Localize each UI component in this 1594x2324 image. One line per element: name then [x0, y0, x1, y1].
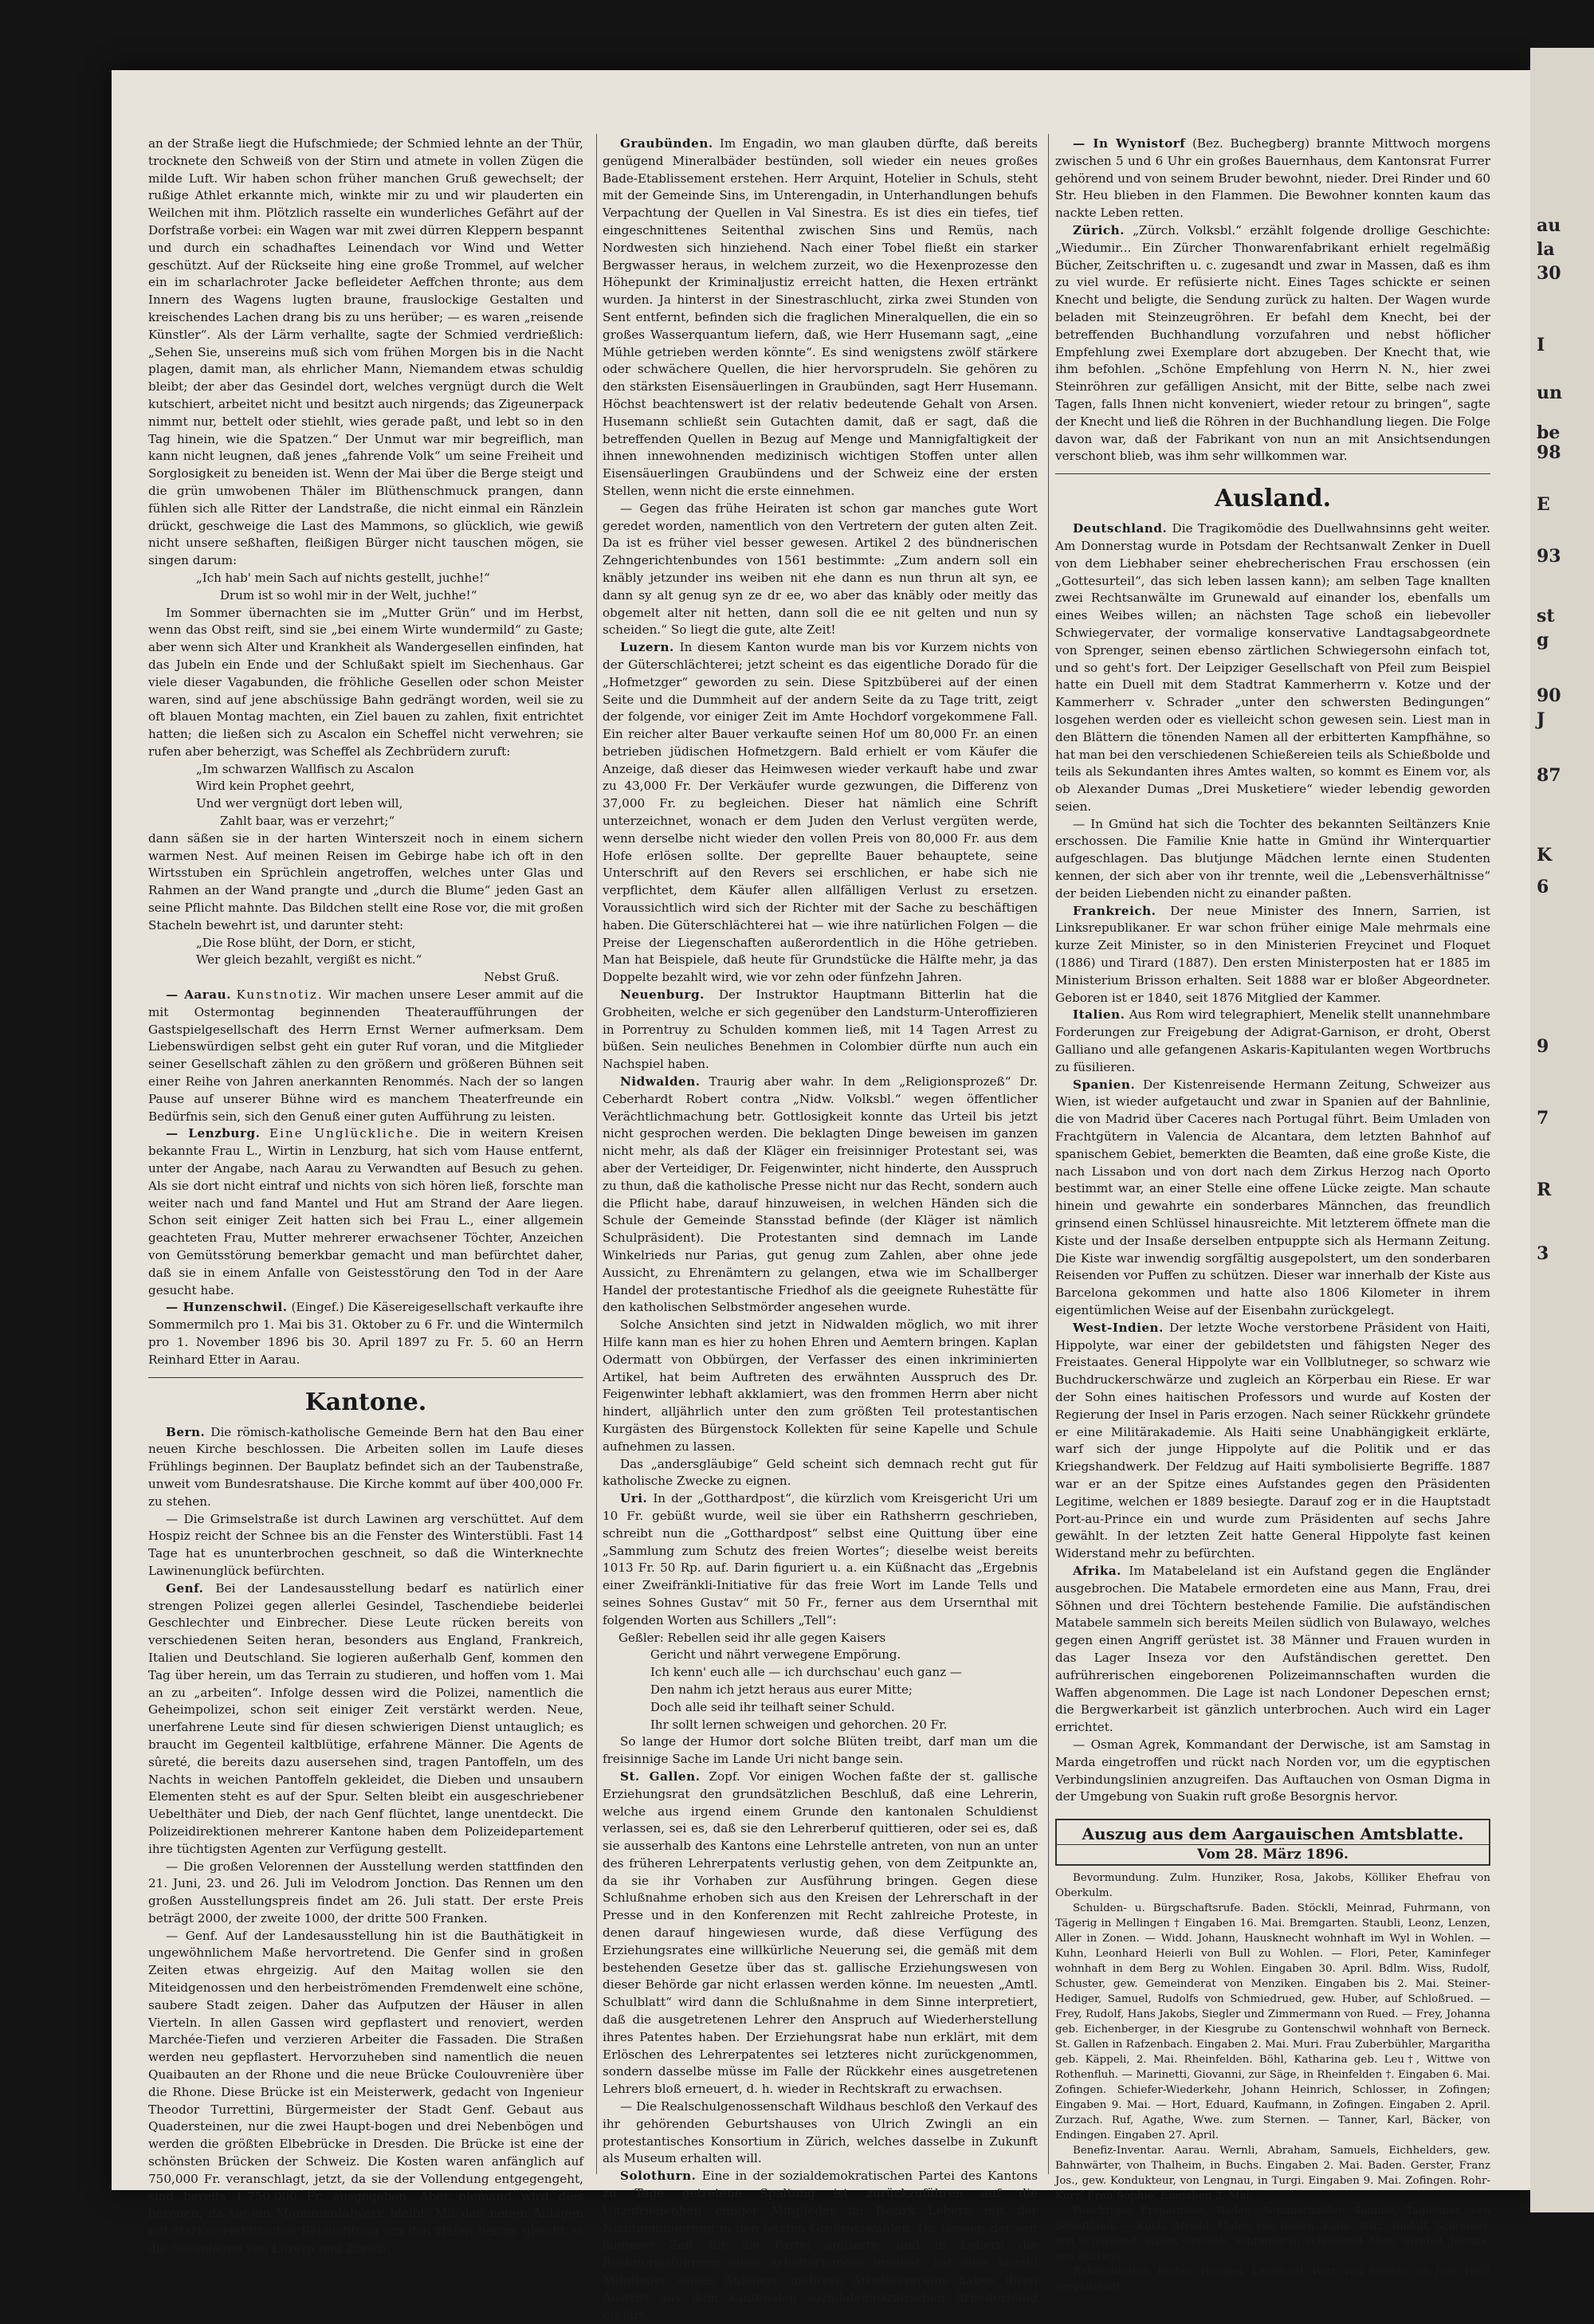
item-text: Die römisch-katholische Gemeinde Bern hat den Bau einer neuen Kirche beschlossen. Die Arbeiten sollen im Laufe dieses Frühlings beginnen. Der Bauplatz befindet sich an der Taubenstraße, unweit vom Bundesratshause. Die Kirche kommt auf über 400,000 Fr. zu stehen.: [148, 1424, 583, 1509]
news-item-genf-bau: — Genf. Auf der Landesausstellung hin ist die Bauthätigkeit in ungewöhnlichem Maße hervortretend. Die Genfer sind in großen Zeiten etwas ehrgeizig. Auf den Maitag wollen sie den Miteidgenossen und den herbeiströmenden Fremdenwelt eine schöne, saubere Stadt zeigen. Daher das Aufputzen der Häuser in allen Vierteln. In allen Gassen wird gepflastert und renoviert, werden Marchée-Tiefen und verzieren Arbeiter die Fassaden. Die Straßen werden neu gepflastert. Hervorzuheben sind namentlich die neuen Quaibauten an der Rhone und die neue Brücke Coulouvrenière über die Rhone. Diese Brücke ist ein Meisterwerk, gedacht von Ingenieur Theodor Turrettini, Bürgermeister der Stadt Genf. Gebaut aus Quadersteinen, nur die zwei Haupt-bogen und drei Nebenbögen und werden die größten Elbebrücke in Dresden. Die Brücke ist eine der schönsten Brücken der Schweiz. Die Kosten waren anfänglich auf 750,000 Fr. veranschlagt, jetzt, da sie der Vollendung entgegengeht, sind bereits 1,750,000 Fr. ausgegeben. Aber niemand wird dies bereuen, da sie ein Monumentalwerk bleibt. Mit den neuen Anlagen mit starker elektrischer Beleuchtung um den Hafen herum gleicht es die Seeanlagen von Luzern und Zürich.: [148, 1928, 583, 2256]
item-text: Die Tragikomödie des Duellwahnsinns geht weiter. Am Donnerstag wurde in Potsdam der Rechtsanwalt Zenker in Duell von dem Liebhaber seiner ehebrecherischen Frau erschossen (ein „Gottesurteil“, das sich leben lassen kann); am selben Tage knallten zwei Rechtsanwälte im Grunewald auf einander los, ebenfalls um eines Weibes willen; an nächsten Tage schoß ein liebevoller Schwiegervater, der vormalige konservative Landtagsabgeordnete von Sprenger, seinen ebenso zärtlichen Schwiegersohn einfach tot, und so geht's fort. Der Leipziger Gesellschaft von Pfeil zum Beispiel hatte ein Duell mit dem Stadtrat Kammerherrn v. Kotze und der Kammerherr v. Schrader „unter den schwersten Bedingungen“ losgehen werden oder es vielleicht schon gewesen sein. Liest man in den Blättern die tönenden Namen all der erbitterten Kampfhähne, so hat man bei den verschiedenen Schießereien teils als Schießbolde und teils als Sekundanten ihres Amtes walten, so kommt es Einem vor, als ob Alexander Dumas „Drei Musketiere“ wieder lebendig geworden seien.: [1055, 521, 1490, 814]
news-item-deutschland: [1055, 520, 1490, 816]
amtsblatt-entry: Schulden- u. Bürgschaftsrufe. Baden. Stöckli, Meinrad, Fuhrmann, von Tägerig in Mellingen † Eingaben 16. Mai. Bremgarten. Staubli, Leonz, Lenzen, Aller in Zonen. — Widd. Johann, Hausknecht wohnhaft im Wyl in Wohlen. — Kuhn, Leonhard Heierli von Bull zu Wohlen. — Flori, Peter, Kaminfeger wohnhaft in dem Berg zu Wohlen. Eingaben 30. April. Bdlm. Wiss, Rudolf, Schuster, gew. Gemeinderat von Menziken. Eingaben bis 2. Mai. Steiner-Hediger, Samuel, Rudolfs von Schmiedrued, gew. Huber, auf Schloßrued. — Frey, Rudolf, Hans Jakobs, Siegler und Zimmermann von Rued. — Frey, Johanna geb. Eichenberger, in der Kiesgrube zu Gontenschwil wohnhaft von Berneck. St. Gallen in Rafzenbach. Eingaben 2. Mai. Muri. Frau Zuberbühler, Margaritha geb. Käppeli, 2. Mai. Rheinfelden. Böhl, Katharina geb. Leu†, Wittwe von Rothenfluh. — Marinetti, Giovanni, zur Säge, in Rheinfelden †. Eingaben 6. Mai. Zofingen. Schiefer-Wiederkehr, Johann Heinrich, Schlosser, in Zofingen; Eingaben 9. Mai. — Hort, Eduard, Kaufmann, in Zofingen. Eingaben 2. April. Zurzach. Ruf, Agathe, Wwe. zum Sternen. — Tanner, Karl, Bäcker, von Endingen. Eingaben 27. April.: [1055, 1902, 1490, 2142]
news-item-spanien: [1055, 1077, 1490, 1320]
news-item-st-gallen: [603, 1769, 1038, 2098]
verse-line: Wird kein Prophet geehrt,: [196, 779, 355, 794]
column-rule: [1048, 134, 1049, 2174]
item-text: Eine in der sozialdemokratischen Partei des Kantons zu Tage getretene Spaltung ist zurückzuführen auf die Unzufriedenheit einiger Mitglieder im Bezirk Lebern mit der Nichtnominierung in den letzten Großratswahlen. Dr. Gasser, der seit längerer Zeit für die Partei agitierte, und in Lebern die Rechnungsführung eines Arbeiterbundes innehat, hat eine Anzahl Mitglieder seines Anhangs, mehrere Arbeitervereine haben ihren Austritt aus dem kantonalen sozial-demokratischen Arbeiterbund erklärt.: [603, 2169, 1038, 2322]
item-text: Der Kistenreisende Hermann Zeitung, Schweizer aus Wien, ist wieder aufgetaucht und zwar in Spanien auf der Bahnlinie, die von Madrid über Caceres nach Portugal führt. Beim Umladen von Frachtgütern in Valencia de Alcantara, dem letzten Bahnhof auf spanischem Gebiet, bemerkten die Beamten, daß eine große Kiste, die nach Lissabon und von dort nach dem Zirkus Herzog nach Oporto bestimmt war, an einer Stelle eine offene Lücke zeigte. Man schaute hinein und gewahrte ein sonderbares Männchen, das freundlich grinsend einen Schlüssel hinausreichte. Mit letzterem öffnete man die Kiste und der Insaße derselben entpuppte sich als Hermann Zeitung. Die Kiste war inwendig sorgfältig ausgepolstert, um den sonderbaren Reisenden vor Puffen zu schützen. Dieser war innerhalb der Kiste aus Barcelona gekommen und hatte also 1806 Kilometer in ihrem eigentümlichen Weise auf der Eisenbahn zurückgelegt.: [1055, 1077, 1491, 1317]
place-heading: Neuenburg.: [620, 987, 705, 1003]
place-heading: St. Gallen.: [620, 1769, 701, 1784]
column-rule: [596, 134, 597, 2174]
divider: [148, 1377, 583, 1378]
place-heading: Frankreich.: [1073, 903, 1156, 918]
news-item-neuenburg: [603, 987, 1038, 1074]
news-item-afrika: [1055, 1563, 1490, 1737]
column-2: [603, 135, 1038, 2322]
place-heading: Genf.: [166, 1580, 204, 1596]
news-item-wynistorf: [1055, 135, 1490, 222]
place-heading: Spanien.: [1073, 1077, 1136, 1092]
news-item-grimsel: — Die Grimselstraße ist durch Lawinen arg verschüttet. Auf dem Hospiz reicht der Schnee bis an die Fenster des Winterstübli. Fast 14 Tage hat es ununterbrochen geschneit, so daß die Winterknechte Lawinenunglück befürchten.: [148, 1511, 583, 1578]
item-text: Die in weitern Kreisen bekannte Frau L., Wirtin in Lenzburg, hat sich vom Hause entfernt, unter der Angabe, nach Aarau zu Verwandten auf Besuch zu gehen. Als sie dort nicht eintraf und nichts von sich hören ließ, forschte man weiter nach und fand Mantel und Hut am Strand der Aare liegen. Schon seit einiger Zeit hatten sich bei Frau L., einer allgemein geachteten Frau, Mutter mehrerer erwachsener Töchter, Anzeichen von Gemütsstörung bemerkbar gemacht und man befürchtet daher, daß sie in einem Anfalle von Geistesstörung den Tod in der Aare gesucht habe.: [148, 1126, 584, 1297]
paragraph: an der Straße liegt die Hufschmiede; der Schmied lehnte an der Thür, trocknete den Schweiß von der Stirn und atmete in vollen Zügen die milde Luft. Wir haben schon früher manchen Gruß gewechselt; der rußige Athlet erkannte mich, winkte mir zu und wir plauderten ein Weilchen mit ihm. Plötzlich rasselte ein wunderliches Gefährt auf der Dorfstraße vorbei: ein Wagen war mit zwei dürren Kleppern bespannt und durch ein schadhaftes Leinendach vor Wind und Wetter geschützt. Auf der Rückseite hing eine große Trommel, auf welcher ein im scharlachroter Jacke befleideter Aeffchen thronte; aus dem Innern des Wagens lugten braune, frauslockige Gestalten und kreischendes Lachen drang bis zu uns herüber; — es waren „reisende Künstler“. Als der Lärm verhallte, sagte der Schmied verdrießlich: „Sehen Sie, unsereins muß sich vom frühen Morgen bis in die Nacht plagen, damit man, als ehrlicher Mann, Niemandem etwas schuldig bleibt; der aber das Gesindel dort, welches vergnügt durch die Welt kutschiert, arbeitet nicht und besitzt auch nirgends; das Zigeunerpack nimmt nur, bettelt oder stiehlt, wies gerade paßt, und lebt so in den Tag hinein, wie die Spatzen.“ Der Unmut war mir begreiflich, man kann nicht leugnen, daß jenes „fahrende Volk“ um seine Freiheit und Sorglosigkeit zu beneiden ist. Wenn der Mai über die Berge steigt und die grün umwobenen Thäler im Blüthenschmuck prangen, dann fühlen sich alle Ritter der Landstraße, die nicht einmal ein Ränzlein drückt, geschweige die Last des Mammons, so glücklich, wie gewiß nicht unsere seßhaften, fleißigen Bürger nicht tauschen mögen, sie singen darum:: [148, 136, 583, 568]
verse-line: Zahlt baar, was er verzehrt;“: [220, 814, 395, 829]
item-text: Im Engadin, wo man glauben dürfte, daß bereits genügend Mineralbäder bestünden, soll wieder ein neues großes Bade-Etablissement erstehen. Herr Arquint, Hotelier in Schuls, steht mit der Gemeinde Sins, im Unterengadin, in Unterhandlungen behufs Verpachtung der Quellen in Val Sinestra. Es ist dies ein tiefes, tief eingeschnittenes Seitenthal zwischen Sins und Remüs, nach Nordwesten sich hinziehend. Nach einer Tobel fließt ein starker Bergwasser heraus, in welchem zurzeit, wo die Hexenprozesse den Höhepunkt der Kriminaljustiz erreicht hatten, die Hexen ertränkt wurden. Ja hinterst in der Sinestraschlucht, zirka zwei Stunden von Sent entfernt, befinden sich die fraglichen Mineralquellen, die ein so großes Wasserquantum liefern, daß, wie Herr Husemann sagt, „eine Mühle getrieben werden könnte“. Es sind wenigstens zwölf stärkere oder schwächere Quellen, die hier hervorsprudeln. Sie gehören zu den stärksten Eisensäuerlingen in Graubünden, sagt Herr Husemann. Höchst beachtenswert ist der relativ bedeutende Gehalt von Arsen. Husemann schließt sein Gutachten damit, daß er sagt, daß die betreffenden Quellen in Bezug auf Menge und Mannigfaltigkeit der ihnen innewohnenden medizinisch wichtigen Stoffen unter allen Eisensäuerlingen Graubündens und der Schweiz eine der ersten Stellen, wenn nicht die erste einnehmen.: [603, 136, 1038, 498]
place-heading: West-Indien.: [1073, 1320, 1164, 1335]
verse-line: Ihr sollt lernen schweigen und gehorchen. 20 Fr.: [650, 1717, 948, 1732]
item-text: In diesem Kanton wurde man bis vor Kurzem nichts von der Güterschlächterei; jetzt scheint es das eigentliche Dorado für die „Hofmetzger“ geworden zu sein. Diese Spitzbüberei auf der einen Seite und die Dummheit auf der andern Seite da zu Tage tritt, zeigt der folgende, vor einiger Zeit im Amte Hochdorf vorgekommene Fall. Ein reicher alter Bauer verkaufte seinen Hof um 80,000 Fr. an einen betrieben jüdischen Hofmetzgern. Bald erhielt er vom Käufer die Anzeige, daß dieser das Heimwesen wieder verkauft habe und zwar zu 43,000 Fr. Der Verkäufer wurde gezwungen, die Differenz von 37,000 Fr. zu begleichen. Dieser hat nämlich eine Schrift unterzeichnet, wonach er dem Juden den Verlust vergüten werde, wenn derselbe nicht wieder den vollen Preis von 80,000 Fr. aus dem Hofe erlösen sollte. Der geprellte Bauer behauptete, seine Unterschrift auf den Revers sei erschlichen, er habe sich nie verpflichtet, dem Käufer allen allfälligen Verlust zu ersetzen. Voraussichtlich wird sich der Richter mit der Sache zu beschäftigen haben. Die Güterschlächterei hat — wie ihre natürlichen Folgen — die Preise der Liegenschaften außerordentlich in die Höhe getrieben. Man hat Beispiele, daß heute für Grundstücke die Hälfte mehr, ja das Doppelte bezahlt wird, wie vor zehn oder fünfzehn Jahren.: [603, 640, 1038, 985]
verse-line: Wer gleich bezahlt, vergißt es nicht.“: [196, 952, 422, 968]
paragraph: So lange der Humor dort solche Blüten treibt, darf man um die freisinnige Sache im Lande Uri nicht bange sein.: [603, 1734, 1038, 1767]
item-text: Wir machen unsere Leser ammit auf die mit Ostermontag beginnenden Theateraufführungen der Gastspielgesellschaft des Herrn Ernst Werner aufmerksam. Dem Liebenswürdigen selbst geht ein guter Ruf voran, und die Mitglieder seiner Gesellschaft zählen zu den größern und größeren Bühnen seit einer Reihe von Jahren anerkannten Renommés. Nach der so langen Pause auf unserer Bühne wird es manchem Theaterfreunde ein Bedürfnis sein, sich den Genuß einer guten Aufführung zu leisten.: [148, 987, 584, 1124]
news-item-wildhaus: — Die Realschulgenossenschaft Wildhaus beschloß den Verkauf des ihr gehörenden Geburtshauses von Ulrich Zwingli an ein protestantisches Konsortium in Zürich, welches dasselbe in Zukunft als Museum erhalten will.: [603, 2099, 1038, 2166]
news-item-west-indien: [1055, 1320, 1490, 1563]
column-3: [1055, 135, 1491, 2294]
news-item-nidwalden: [603, 1074, 1038, 1317]
verse-line: Geßler: Rebellen seid ihr alle gegen Kaisers: [618, 1630, 886, 1645]
place-heading: Bern.: [166, 1424, 206, 1439]
amtsblatt-entry: Feuchtiges Ersparnisse. Baden. Sommerhalder, Samuel, Taglöhner, von Schöftland. — Kuch, Arnold, Maler, von Baden. Kulm. Wirz, Rudolf, Schreiner, von Schöftland. Stiller, Gottlieb, Schreiner in Schöftland. Muri. Strebel, Justina, von Buttwyl.: [1055, 2205, 1490, 2263]
amtsblatt-header: [1055, 1819, 1490, 1866]
paragraph: dann säßen sie in der harten Winterszeit noch in einem sichern warmen Nest. Auf meinen Reisen im Gebirge habe ich oft in den Wirtsstuben ein Sprüchlein angetroffen, welches unter Glas und Rahmen an der Wand prangte und „durch die Blume“ jeden Gast an seine Pflicht mahnte. Das Bildchen stellt eine Rose vor, die mit großen Stacheln bewehrt ist, und darunter steht:: [148, 830, 583, 932]
item-text: (Eingef.) Die Käsereigesellschaft verkaufte ihre Sommermilch pro 1. Mai bis 31. Oktober zu 6 Fr. und die Wintermilch pro 1. November 1896 bis 30. April 1897 zu Fr. 5. 60 an Herrn Reinhard Etter in Aarau.: [148, 1300, 584, 1367]
section-title-kantone: Kantone.: [304, 1388, 427, 1416]
place-heading: Afrika.: [1073, 1563, 1121, 1578]
news-item-aarau: [148, 987, 583, 1125]
verse-line: „Ich hab' mein Sach auf nichts gestellt, juchhe!“: [196, 570, 490, 585]
verse-line: Gericht und nährt verwegene Empörung.: [650, 1647, 901, 1663]
place-heading: — Hunzenschwil.: [166, 1300, 288, 1315]
news-item-heiraten: — Gegen das frühe Heiraten ist schon gar manches gute Wort geredet worden, namentlich von den Vertretern der guten alten Zeit. Da ist es früher viel besser gewesen. Artikel 2 des bündnerischen Zehngerichtenbundes von 1561 bestimmte: „Zum andern soll ein knäbly jetzunder ins weiben nit ehe dann es nun thrun alt syn, ee dann sy alt genug syn ze dr ee, wo aber das knäbly oder meitly das obgemelt alter nit hetten, dann soll die ee nit gelten und nun sy scheiden.“ So liegt die gute, alte Zeit!: [603, 501, 1038, 638]
news-item-uri: [603, 1490, 1038, 1629]
amtsblatt-entry: Benefiz-Inventar. Aarau. Wernli, Abraham, Samuels, Eichhelders, gew. Bahnwärter, von Thalheim, in Buchs. Eingaben 2. Mai. Baden. Gerster, Franz Jos., gew. Kondukteur, von Lengnau, in Turgi. Eingaben 9. Mai. Zofingen. Rohr-Kurz, Frau Sophie. Eingaben 2. Mai.: [1055, 2145, 1490, 2203]
place-heading: Italien.: [1073, 1007, 1125, 1023]
news-item-zuerich: [1055, 222, 1490, 465]
item-text: In der „Gotthardpost“, die kürzlich vom Kreisgericht Uri um 10 Fr. gebüßt wurde, weil sie über ein Rathsherrn geschrieben, schreibt nun die „Gotthardpost“ selbst eine Quittung über eine „Sammlung zum Schutz des freien Wortes“; dieselbe weist bereits 1013 Fr. 50 Rp. auf. Darin figuriert u. a. ein Küßnacht das „Ergebnis einer Zweifränkli-Initiative für das freie Wort im Lande Tells und seines Sohnes Gustav“ mit 50 Fr., ferner aus dem Ursernthal mit folgenden Worten aus Schillers „Tell“:: [603, 1491, 1038, 1627]
verse-line: Doch alle seid ihr teilhaft seiner Schuld.: [650, 1699, 895, 1714]
verse-line: „Im schwarzen Wallfisch zu Ascalon: [196, 761, 414, 776]
place-heading: — In Wynistorf: [1073, 136, 1186, 151]
place-heading: Nidwalden.: [620, 1074, 701, 1089]
amtsblatt-entry: Bevormundung. Zulm. Hunziker, Rosa, Jakobs, Kölliker Ehefrau von Oberkulm.: [1055, 1872, 1490, 1900]
paragraph: Im Sommer übernachten sie im „Mutter Grün“ und im Herbst, wenn das Obst reift, sind sie „bei einem Wirte wundermild“ zu Gaste; aber wenn sich Alter und Krankheit als Wandergesellen einfinden, hat das Jubeln ein Ende und der Schlußakt spielt im Siechenhaus. Gar viele dieser Vagabunden, die fröhliche Gesellen oder schon Meister waren, sind auf jene abschüssige Bahn gedrängt worden, weil sie zu oft blauen Montag machten, ein Ziel bauen zu zahlen, fixit entrichtet hatten; die ließen sich zu Ascalon ein Scheffel nicht verwehren; sie rufen aber beherzigt, was Scheffel als Zechbrüdern zuruft:: [148, 605, 583, 759]
news-item-frankreich: [1055, 903, 1490, 1007]
verse-line: „Die Rose blüht, der Dorn, er sticht,: [196, 935, 416, 950]
place-heading: Uri.: [620, 1491, 648, 1506]
news-item-hunzenschwil: [148, 1299, 583, 1368]
verse: [603, 1630, 1038, 1734]
news-item-gmuend: — In Gmünd hat sich die Tochter des bekannten Seiltänzers Knie erschossen. Die Familie Knie hatte in Gmünd ihr Winterquartier aufgeschlagen. Das blutjunge Mädchen lernte einen Studenten kennen, der sich aber von ihr trennte, weil die „Lebensverhältnisse“ der beiden Liebenden nicht zu einander paßten.: [1055, 816, 1490, 901]
item-text: „Zürch. Volksbl.“ erzählt folgende drollige Geschichte: „Wiedumir... Ein Zürcher Thonwarenfabrikant erhielt regelmäßig Bücher, Zeitschriften u. c. zugesandt und zwar in Massen, daß es ihm zu viel wurde. Er refüsierte nicht. Eines Tages schickte er seinen Knecht und beligte, die Sendung zurück zu halten. Der Wagen wurde beladen mit Steinzeugröhren. Er befahl dem Knecht, bei der betreffenden Buchhandlung vorzufahren und nebst höflicher Empfehlung zwei Exemplare dort abzugeben. Der Knecht that, wie ihm befohlen. „Schöne Empfehlung von Herrn N. N., hier zwei Steinröhren zur gefälligen Ansicht, mit der Bitte, selbe nach zwei Tagen, falls Ihnen nicht konveniert, wieder retour zu bringen“, sagte der Knecht und ließ die Röhren in der Buchhandlung liegen. Die Folge davon war, daß der Fabrikant von nun an mit Ansichtsendungen verschont blieb, was ihm sehr willkommen war.: [1055, 222, 1490, 464]
news-item-genf-velo: — Die großen Velorennen der Ausstellung werden stattfinden den 21. Juni, 23. und 26. Juli im Velodrom Jonction. Das Rennen um den großen Ausstellungspreis findet am 26. Juli statt. Der erste Preis beträgt 2000, der zweite 1000, der dritte 500 Franken.: [148, 1859, 583, 1926]
verse-line: Drum ist so wohl mir in der Welt, juchhe!“: [220, 587, 477, 603]
adjacent-page-edge: au la 30 I un be 98 E 93 st g 90 J 87 K 6 9 7 R 3: [1530, 48, 1594, 2212]
item-text: Aus Rom wird telegraphiert, Menelik stellt unannehmbare Forderungen zur Freigebung der Adigrat-Garnison, er droht, Oberst Galliano und alle gefangenen Askaris-Kapitulanten wegen Wortbruchs zu füsilieren.: [1055, 1007, 1490, 1074]
item-text: Der Instruktor Hauptmann Bitterlin hat die Grobheiten, welche er sich gegenüber den Landsturm-Unteroffizieren in Porrentruy zu Schulden kommen ließ, mit 14 Tagen Arrest zu büßen. Sein neuliches Benehmen in Colombier dürfte nun auch ein Nachspiel haben.: [603, 987, 1038, 1072]
item-text: Zopf. Vor einigen Wochen faßte der st. gallische Erziehungsrat den grundsätzlichen Beschluß, daß eine Lehrerin, welche aus irgend einem Grunde den kantonalen Schuldienst verlassen, sei es, daß sie den Lehrerberuf quittieren, oder sei es, daß sie ausserhalb des Kantons eine Lehrstelle antreten, von nun an unter des früheren Lehrerpatents verlustig gehen, von dem Zeitpunkte an, da sie ihr Vorhaben zur Ausführung bringen. Gegen diese Schlußnahme erhoben sich aus den Kreisen der Lehrerschaft in der Presse und in den Konferenzen mit Recht zahlreiche Proteste, in denen darauf hingewiesen wurde, daß diese Verfügung des Erziehungsrates eine willkürliche Neuerung sei, die gemäß mit dem bestehenden Gesetze über das st. gallische Erziehungswesen von dieser Behörde gar nicht erlassen werden könne. Im neuesten „Amtl. Schulblatt“ wird dann die Schlußnahme in dem Sinne interpretiert, daß die ausgetretenen Lehrer den Anspruch auf Wiederherstellung ihres Patentes haben. Der Erziehungsrat habe nun erklärt, mit dem Erlöschen des Lehrerpatentes sei letzteres nicht zurückgenommen, sondern dasselbe müsse im Falle der Rückkehr eines ausgetretenen Lehrers bloß erneuert, d. h. wieder in Rechtskraft zu erwachsen.: [603, 1769, 1038, 2097]
verse-line: Ich kenn' euch alle — ich durchschau' euch ganz —: [650, 1665, 962, 1680]
verse: [148, 935, 583, 970]
place-heading: Graubünden.: [620, 136, 713, 151]
column-1: [148, 135, 584, 2256]
item-text: Der neue Minister des Innern, Sarrien, ist Linksrepublikaner. Er war schon früher einige Male mehrmals eine kurze Zeit Minister, so in den Ministerien Freycinet und Floquet (1886) und Tirard (1887). Den ersten Ministerposten hat er 1885 im Ministerium Brisson erhalten. Seit 1888 war er bloßer Abgeordneter. Geboren ist er 1840, seit 1876 Mitglied der Kammer.: [1055, 903, 1491, 1005]
item-text: Traurig aber wahr. In dem „Religionsprozeß“ Dr. Ceberhardt Robert contra „Nidw. Volksbl.“ wegen öffentlicher Verächtlichmachung betr. Gottlosigkeit konnte das Urteil bis jetzt nicht gesprochen werden. Die beklagten Dinge beweisen im ganzen nicht mehr, als daß der Kläger ein freisinniger Protestant sei, was aber der Verteidiger, Dr. Feigenwinter, nicht hinderte, den Ausspruch zu thun, daß die katholische Presse nicht nur das Recht, sondern auch die Pflicht habe, darauf hinzuweisen, in welchen Händen sich die Schule der Gemeinde Stansstad befinde (der Kläger ist nämlich Schulpräsident). Die Protestanten sind demnach im Lande Winkelrieds nur Parias, gut genug zum Zahlen, aber ohne jede Aussicht, zu Ehrenämtern zu gelangen, etwa wie im Schallberger Handel der protestantische Friedhof als die geeignete Ruhestätte für den katholischen Selbstmörder angesehen wurde.: [603, 1074, 1038, 1315]
news-item-bern: [148, 1424, 583, 1511]
place-heading: Luzern.: [620, 640, 674, 655]
news-item-luzern: [603, 639, 1038, 987]
news-item-lenzburg: [148, 1125, 583, 1299]
place-heading: — Aarau.: [166, 987, 231, 1003]
section-title-ausland: Ausland.: [1214, 485, 1332, 513]
place-heading: Zürich.: [1073, 222, 1125, 238]
signature: Nebst Gruß.: [484, 970, 559, 985]
amtsblatt-title: Auszug aus dem Aargauischen Amtsblatte.: [1082, 1824, 1464, 1844]
item-text: (Bez. Buchegberg) brannte Mittwoch morgens zwischen 5 und 6 Uhr ein großes Bauernhaus, dem Kantonsrat Furrer gehörend und von seinem Bruder bewohnt, nieder. Drei Rinder und 60 Str. Heu blieben in den Flammen. Die Bewohner konnten kaum das nackte Leben retten.: [1055, 136, 1490, 221]
item-text: Im Matabeleland ist ein Aufstand gegen die Engländer ausgebrochen. Die Matabele ermordeten eine aus Mann, Frau, drei Söhnen und drei Töchtern bestehende Familie. Die aufständischen Matabele sammeln sich bereits Meilen südlich von Bulawayo, welches gegen einen Angriff gerüstet ist. 38 Männer und Frauen wurden in das Lager Inseza vor den Aufständischen gerettet. Den aufrührerischen eingeborenen Polizeimannschaften wurden die Waffen abgenommen. Die Lage ist nach Londoner Depeschen ernst; die Bergwerkarbeit ist gänzlich unterbrochen. Auch wird ein Lager errichtet.: [1055, 1563, 1490, 1735]
item-text: Der letzte Woche verstorbene Präsident von Haiti, Hippolyte, war einer der gebildetsten und fähigsten Neger des Freistaates. General Hippolyte war ein Vollblutneger, so schwarz wie Buchdruckerschwärze und zugleich an Körperbau ein Riese. Er war der Sohn eines haitischen Professors und wurde auf Kosten der Regierung der Insel in Paris erzogen. Nach seiner Rückkehr gründete er eine Militärakademie. Als Haiti seine Unabhängigkeit erklärte, warf sich der junge Hippolyte auf die Politik und er das Kriegshandwerk. Der Feldzug auf Haiti symbolisierte Begriffe. 1887 war er an der Spitze eines Aufstandes gegen den Präsidenten Legitime, welchen er 1889 besiegte. Darauf zog er in die Hauptstadt Port-au-Prince ein und wurde zum Präsidenten auf sechs Jahre gewählt. In der letzten Zeit hatte General Hippolyte fast keinen Widerstand mehr zu befürchten.: [1055, 1320, 1490, 1561]
place-heading: Deutschland.: [1073, 521, 1168, 536]
news-item-osman: — Osman Agrek, Kommandant der Derwische, ist am Samstag in Marda eingetroffen und rückt nach Norden vor, um die egyptischen Verbindungslinien anzugreifen. Das Auftauchen von Osman Digma in der Umgebung von Suakin ruft große Besorgnis hervor.: [1055, 1737, 1490, 1804]
verse: [148, 570, 583, 605]
amtsblatt-entry: Rehabilitation. Baden. Humbel, Leonhard, Wirt, von Stetten, im Jahr 1883 vergeltstagt.: [1055, 2266, 1490, 2294]
verse: [148, 761, 583, 830]
keyword: Kunstnotiz.: [236, 987, 324, 1003]
paragraph: Solche Ansichten sind jetzt in Nidwalden möglich, wo mit ihrer Hilfe kann man es hier zu hohen Ehren und Aemtern bringen. Kaplan Odermatt von Obbürgen, der Verfasser des einen inkriminierten Artikel, hat beim Auftreten des erwähnten Ausspruch des Dr. Feigenwinter lebhaft akklamiert, was den frommen Herrn aber nicht hindert, alljährlich unter den zum größten Teil protestantischen Kurgästen des Bürgenstock Kollekten für seine Kapelle und Schule aufnehmen zu lassen.: [603, 1317, 1038, 1454]
verse-line: Und wer vergnügt dort leben will,: [196, 796, 403, 811]
item-text: Bei der Landesausstellung bedarf es natürlich einer strengen Polizei gegen allerlei Gesindel, Taschendiebe beiderlei Geschlechter und Einbrecher. Diese Leute rücken bereits von verschiedenen Seiten heran, besonders aus England, Frankreich, Italien und Deutschland. Sie logieren außerhalb Genf, kommen den Tag über herein, um das Terrain zu studieren, und hoffen vom 1. Mai an zu „arbeiten“. Infolge dessen wird die Polizei, namentlich die Geheimpolizei, schon seit einiger Zeit verstärkt werden. Neue, unerfahrene Leute sind für diesen schwierigen Dienst untauglich; es braucht im Gegenteil kaltblütige, erfahrene Männer. Die Agents de sûreté, die bereits dazu ausersehen sind, tragen Pantoffeln, um des Nachts in weichen Pantoffeln gekleidet, die Dieben und unsaubern Elementen steht es auf der Spur. Selten bleibt ein ausgeschriebener Uebelthäter und Dieb, der nach Genf flüchtet, lange unentdeckt. Die Polizeidirektionen mehrerer Kantone haben dem Polizeidepartement ihre tüchtigsten Agenten zur Verfügung gestellt.: [148, 1580, 584, 1856]
place-heading: Solothurn.: [620, 2169, 697, 2184]
news-item-italien: [1055, 1007, 1490, 1076]
verse-line: Den nahm ich jetzt heraus aus eurer Mitte;: [650, 1682, 913, 1697]
paragraph: Das „andersgläubige“ Geld scheint sich demnach recht gut für katholische Zwecke zu eignen.: [603, 1456, 1038, 1489]
keyword: Eine Unglückliche.: [269, 1126, 420, 1141]
amtsblatt-date: Vom 28. März 1896.: [1057, 1844, 1489, 1864]
place-heading: — Lenzburg.: [166, 1126, 261, 1141]
divider: [1055, 473, 1490, 474]
news-item-graubuenden: [603, 135, 1038, 501]
news-item-solothurn: [603, 2168, 1038, 2324]
news-item-genf: [148, 1580, 583, 1859]
